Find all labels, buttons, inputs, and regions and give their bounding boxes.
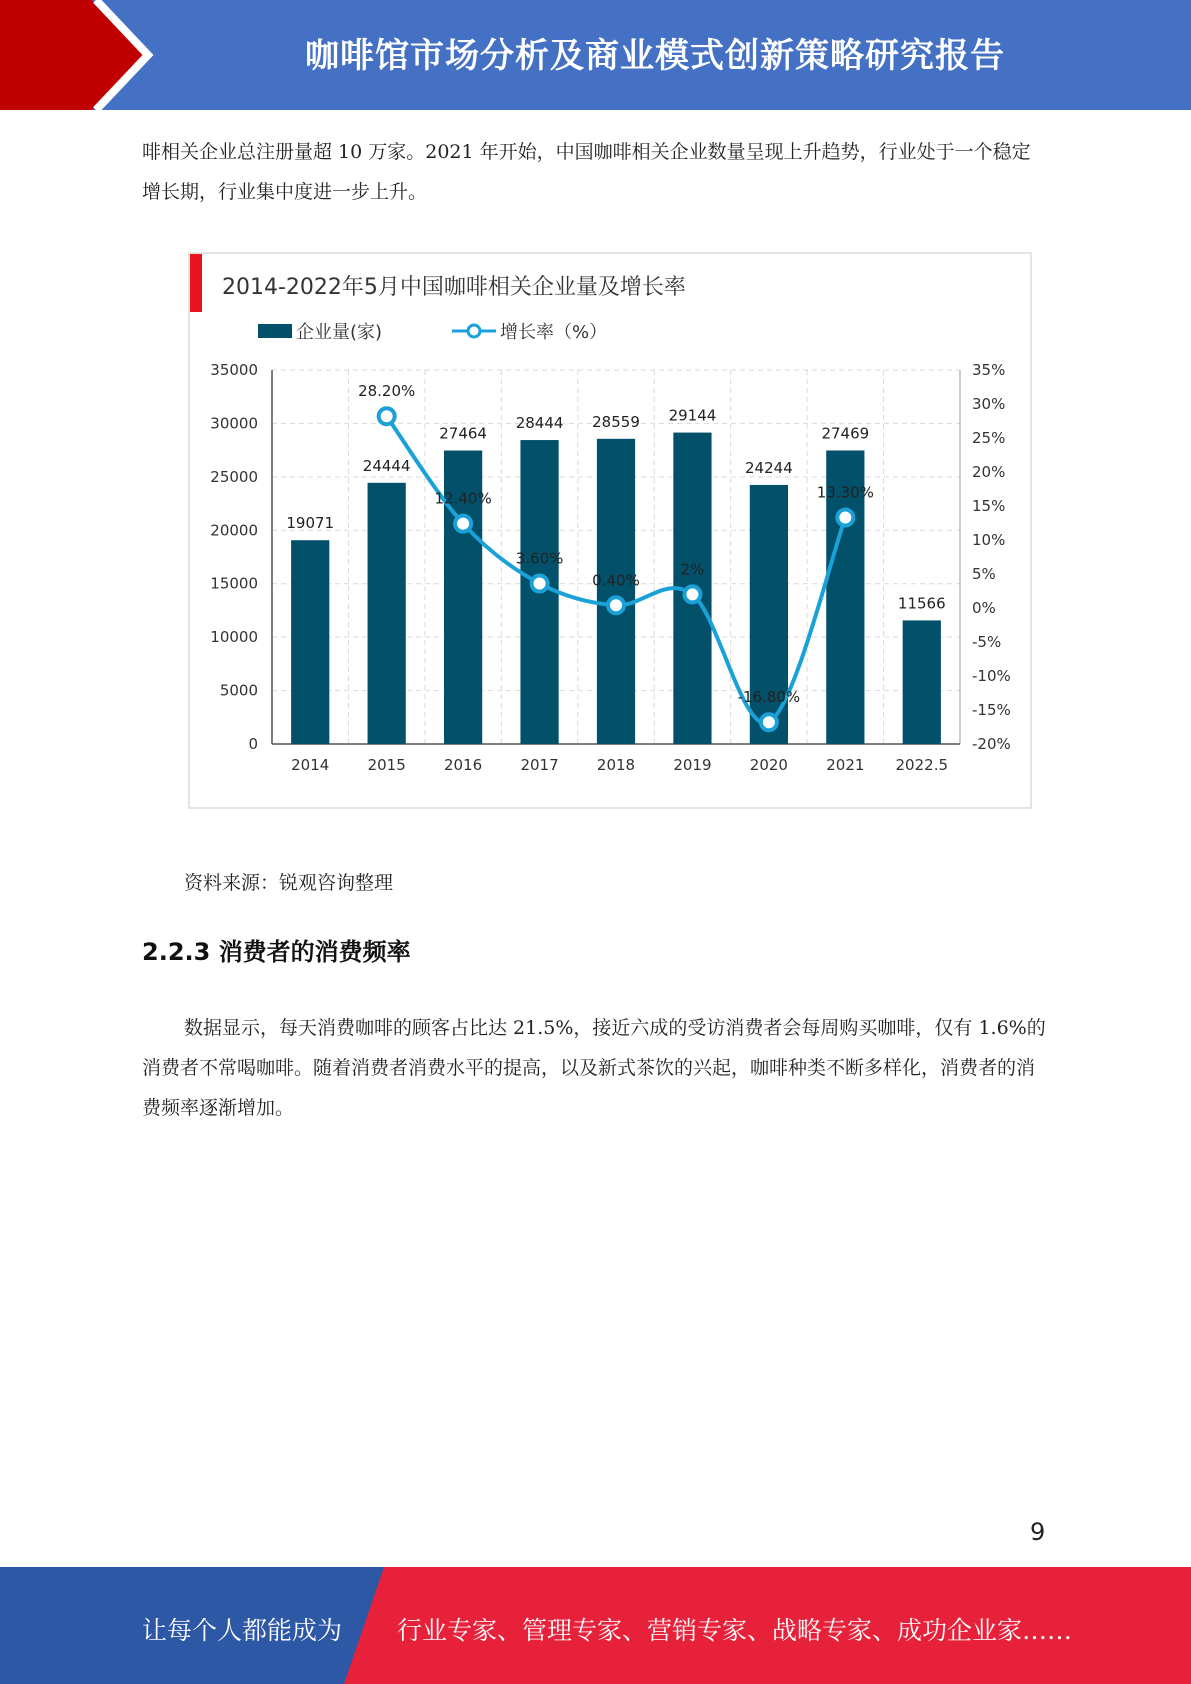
y-left-tick-label: 35000 [210,361,258,379]
y-left-tick-label: 0 [248,735,258,753]
page-header [0,0,1191,110]
growth-point-2018 [608,597,624,613]
source-note: 资料来源：锐观咨询整理 [184,872,394,894]
chart-title: 2014-2022年5月中国咖啡相关企业量及增长率 [222,275,686,300]
footer-slogan-left: 让每个人都能成为 [142,1616,343,1645]
x-tick-label: 2020 [749,756,788,774]
bar-2018 [597,439,635,744]
body-paragraph: 数据显示，每天消费咖啡的顾客占比达 21.5%，接近六成的受访消费者会每周购买咖啡，仅有 1.6%的消费者不常喝咖啡。随着消费者消费水平的提高，以及新式茶饮的兴起，咖啡种类不断多样化，消费者的消费频率逐渐增加。 [142,1017,1046,1119]
growth-point-2016 [455,516,471,532]
growth-value-label: -16.80% [737,688,801,707]
bar-2014 [291,540,329,744]
bar-2015 [368,483,406,744]
growth-point-2020 [761,714,777,730]
y-left-tick-label: 5000 [219,681,258,700]
x-tick-label: 2016 [444,756,483,774]
y-right-tick-label: 10% [972,531,1006,549]
section-heading: 2.2.3 消费者的消费频率 [142,938,411,966]
y-left-tick-label: 10000 [210,628,258,647]
legend-bar-swatch [258,324,292,338]
x-tick-label: 2022.5 [895,756,949,774]
bar-value-label: 29144 [668,406,717,425]
growth-value-label: 13.30% [816,483,874,502]
report-title: 咖啡馆市场分析及商业模式创新策略研究报告 [305,36,1005,76]
y-right-tick-label: -10% [972,667,1011,685]
growth-point-2017 [532,576,548,592]
legend-line-label: 增长率（%） [500,322,608,343]
bar-value-label: 24444 [362,456,411,475]
page-footer [0,1567,1191,1684]
legend-bar-label: 企业量(家) [296,322,383,343]
growth-value-label: 0.40% [592,571,640,590]
x-tick-label: 2019 [673,756,712,774]
growth-value-label: 2% [680,560,705,579]
bar-value-label: 24244 [745,458,793,477]
bar-2022.5 [903,620,941,744]
y-right-tick-label: 0% [972,599,996,617]
bar-value-label: 28559 [592,412,640,431]
x-tick-label: 2014 [291,756,330,774]
chart-title-accent [190,254,202,312]
legend-line-marker [468,325,480,337]
enterprise-count-chart [190,254,1030,807]
bar-value-label: 28444 [515,414,564,433]
growth-value-label: 12.40% [434,489,492,508]
y-right-tick-label: -20% [972,735,1011,753]
y-right-tick-label: 20% [972,463,1006,481]
bar-value-label: 11566 [897,594,946,613]
intro-paragraph: 啡相关企业总注册量超 10 万家。2021 年开始，中国咖啡相关企业数量呈现上升趋势，行业处于一个稳定增长期，行业集中度进一步上升。 [142,141,1031,203]
x-tick-label: 2015 [367,756,406,774]
growth-point-2019 [684,586,700,602]
growth-value-label: 28.20% [358,382,416,401]
growth-point-2015 [379,408,395,424]
y-right-tick-label: -5% [972,633,1002,651]
bar-value-label: 19071 [286,514,335,533]
y-right-tick-label: 35% [972,361,1006,379]
footer-slogan-right: 行业专家、管理专家、营销专家、战略专家、成功企业家…… [397,1616,1073,1645]
chart-container [188,252,1032,809]
page-number: 9 [1030,1518,1046,1546]
y-left-tick-label: 30000 [210,414,258,433]
y-left-tick-label: 25000 [210,467,258,486]
growth-point-2021 [837,510,853,526]
y-left-tick-label: 20000 [210,521,258,540]
bar-value-label: 27464 [439,424,487,443]
bar-value-label: 27469 [821,424,870,443]
y-right-tick-label: 5% [972,565,996,583]
growth-value-label: 3.60% [515,549,564,568]
x-tick-label: 2018 [596,756,636,774]
y-right-tick-label: -15% [972,701,1011,719]
x-tick-label: 2021 [826,756,865,774]
y-left-tick-label: 15000 [210,574,258,593]
y-right-tick-label: 30% [972,395,1006,413]
y-right-tick-label: 25% [972,429,1006,447]
x-tick-label: 2017 [520,756,559,774]
y-right-tick-label: 15% [972,497,1006,515]
